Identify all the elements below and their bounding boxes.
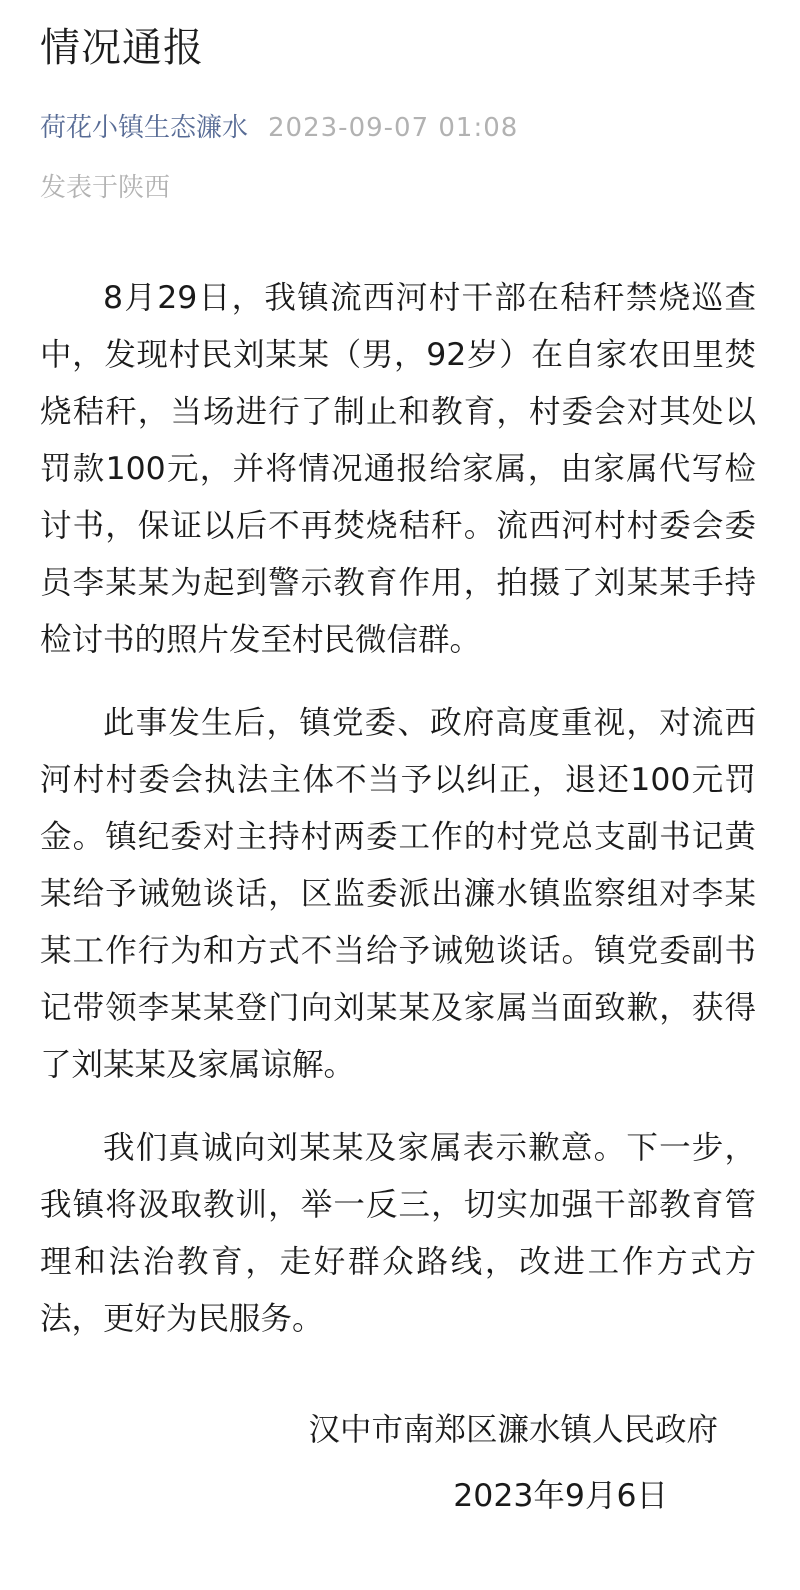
account-name-link[interactable]: 荷花小镇生态濂水 [40, 113, 249, 143]
paragraph-3: 我们真诚向刘某某及家属表示歉意。下一步，我镇将汲取教训，举一反三，切实加强干部教育管理和法治教育，走好群众路线，改进工作方式方法，更好为民服务。 [40, 1130, 756, 1337]
publish-time: 2023-09-07 01:08 [268, 113, 519, 143]
signature-block [308, 1402, 718, 1514]
publish-location: 发表于陕西 [40, 173, 171, 203]
paragraph-1: 8月29日，我镇流西河村干部在秸秆禁烧巡查中，发现村民刘某某（男，92岁）在自家农田里焚烧秸秆，当场进行了制止和教育，村委会对其处以罚款100元，并将情况通报给家属，由家属代写检讨书，保证以后不再焚烧秸秆。流西河村村委会委员李某某为起到警示教育作用，拍摄了刘某某手持检讨书的照片发至村民微信群。 [40, 280, 756, 658]
article-title: 情况通报 [40, 25, 204, 71]
issue-date: 2023年9月6日 [453, 1478, 668, 1514]
paragraph-2: 此事发生后，镇党委、政府高度重视，对流西河村村委会执法主体不当予以纠正，退还100元罚金。镇纪委对主持村两委工作的村党总支副书记黄某给予诫勉谈话，区监委派出濂水镇监察组对李某某工作行为和方式不当给予诫勉谈话。镇党委副书记带领李某某登门向刘某某及家属当面致歉，获得了刘某某及家属谅解。 [40, 705, 756, 1083]
issuer-name: 汉中市南郑区濂水镇人民政府 [308, 1412, 718, 1448]
article-meta [40, 108, 518, 148]
article-body [40, 270, 756, 1374]
